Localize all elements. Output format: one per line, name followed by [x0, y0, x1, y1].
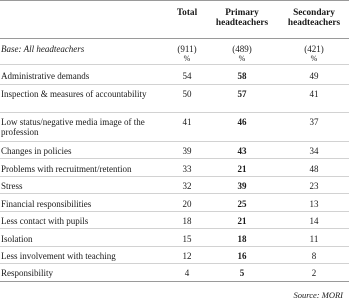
row-primary: 57	[237, 89, 247, 99]
row-secondary: 11	[309, 234, 319, 244]
row-total: 41	[182, 117, 192, 127]
row-secondary: 49	[309, 71, 319, 81]
row-primary: 5	[239, 268, 245, 278]
row-divider	[0, 176, 349, 177]
base-secondary: (421)	[304, 44, 324, 54]
table-bottom-rule	[0, 281, 349, 282]
row-divider	[0, 246, 349, 247]
row-total: 54	[182, 71, 192, 81]
row-primary: 46	[237, 117, 247, 127]
row-label: Financial responsibilities	[1, 199, 92, 209]
row-total: 33	[182, 164, 192, 174]
row-secondary: 13	[309, 199, 319, 209]
row-primary: 21	[237, 164, 247, 174]
row-primary: 16	[237, 251, 247, 261]
row-divider	[0, 141, 349, 142]
row-total: 12	[182, 251, 192, 261]
base-label: Base: All headteachers	[1, 44, 85, 54]
row-total: 18	[182, 216, 192, 226]
column-header-secondary: Secondary headteachers	[287, 8, 341, 28]
row-primary: 58	[237, 71, 247, 81]
row-total: 39	[182, 146, 192, 156]
row-total: 4	[184, 268, 190, 278]
row-secondary: 37	[309, 117, 319, 127]
unit-secondary: %	[310, 54, 318, 63]
row-secondary: 2	[311, 268, 317, 278]
row-secondary: 8	[311, 251, 317, 261]
row-divider	[0, 263, 349, 264]
row-secondary: 48	[309, 164, 319, 174]
row-total: 20	[182, 199, 192, 209]
row-label: Responsibility	[1, 268, 54, 278]
row-primary: 43	[237, 146, 247, 156]
base-primary: (489)	[232, 44, 252, 54]
header-rule	[0, 38, 349, 39]
row-total: 32	[182, 181, 192, 191]
row-label: Less involvement with teaching	[1, 251, 116, 261]
row-divider	[0, 158, 349, 159]
row-divider	[0, 112, 349, 113]
row-primary: 25	[237, 199, 247, 209]
row-primary: 18	[237, 234, 247, 244]
row-label: Inspection & measures of accountability	[1, 89, 147, 99]
unit-primary: %	[238, 54, 246, 63]
row-secondary: 41	[309, 89, 319, 99]
row-total: 15	[182, 234, 192, 244]
table-top-rule	[0, 0, 349, 1]
row-label: Low status/negative media image of the profession	[1, 117, 145, 137]
row-primary: 39	[237, 181, 247, 191]
row-total: 50	[182, 89, 192, 99]
row-secondary: 14	[309, 216, 319, 226]
row-primary: 21	[237, 216, 247, 226]
column-header-total: Total	[176, 8, 198, 18]
row-divider	[0, 228, 349, 229]
source-note: Source: MORI	[293, 290, 343, 300]
row-divider	[0, 84, 349, 85]
row-secondary: 23	[309, 181, 319, 191]
row-label: Stress	[1, 181, 23, 191]
row-divider	[0, 211, 349, 212]
row-label: Isolation	[1, 234, 33, 244]
row-label: Changes in policies	[1, 146, 72, 156]
base-total: (911)	[177, 44, 197, 54]
row-secondary: 34	[309, 146, 319, 156]
row-label: Problems with recruitment/retention	[1, 164, 132, 174]
unit-total: %	[183, 54, 191, 63]
column-header-primary: Primary headteachers	[215, 8, 269, 28]
row-divider	[0, 193, 349, 194]
row-label: Less contact with pupils	[1, 216, 89, 226]
row-label: Administrative demands	[1, 71, 90, 81]
row-divider	[0, 64, 349, 65]
